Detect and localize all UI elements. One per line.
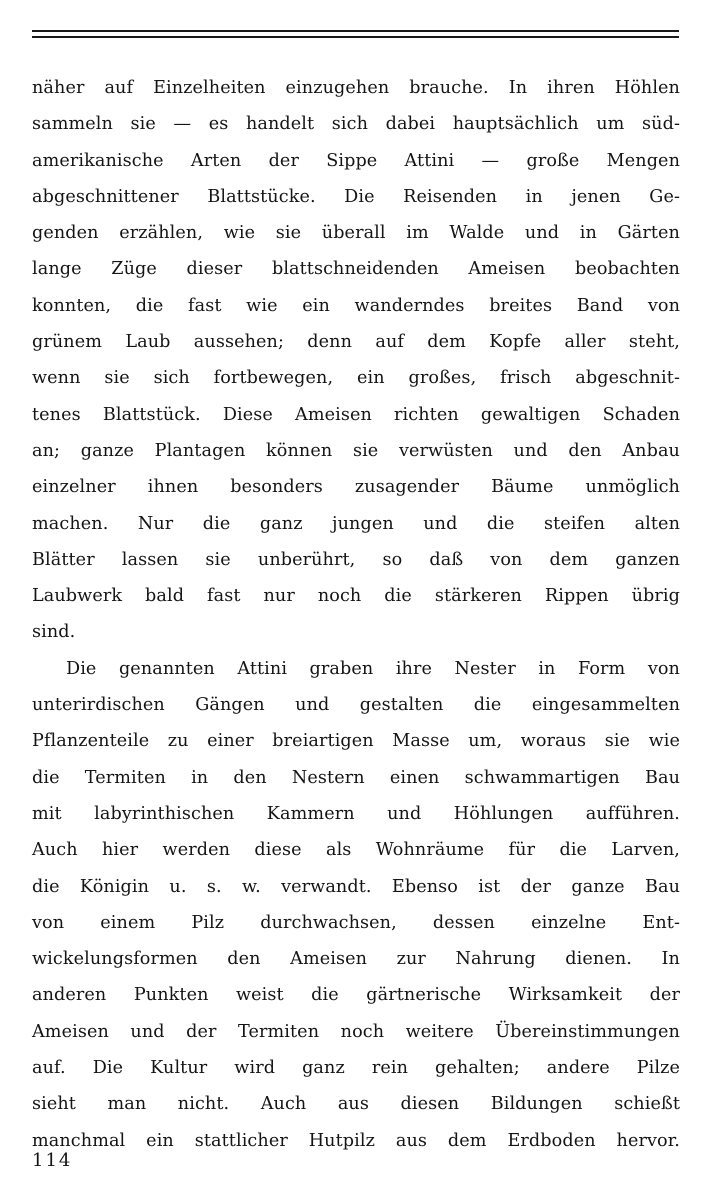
text-line: mit labyrinthischen Kammern und Höhlungen aufführen. [32,803,680,824]
text-line: amerikanische Arten der Sippe Attini — große Mengen [32,150,680,171]
text-line: die Termiten in den Nestern einen schwammartigen Bau [32,767,680,788]
text-line: tenes Blattstück. Diese Ameisen richten gewaltigen Schaden [32,404,680,425]
text-line: Blätter lassen sie unberührt, so daß von dem ganzen [32,549,680,570]
text-line: genden erzählen, wie sie überall im Walde und in Gärten [32,223,680,244]
text-line: an; ganze Plantagen können sie verwüsten und den Anbau [32,440,680,461]
header-rule-bottom [32,36,679,38]
text-line: Laubwerk bald fast nur noch die stärkeren Rippen übrig [32,586,680,607]
text-line: machen. Nur die ganz jungen und die steifen alten [32,513,680,534]
text-line: sieht man nicht. Auch aus diesen Bildungen schießt [32,1094,680,1115]
text-line: grünem Laub aussehen; denn auf dem Kopfe aller steht, [32,332,680,353]
page-number: 114 [32,1150,73,1171]
text-line: näher auf Einzelheiten einzugehen brauche. In ihren Höhlen [32,78,680,98]
text-line: unterirdischen Gängen und gestalten die eingesammelten [32,695,680,716]
text-line: sind. [32,622,76,643]
text-line: Auch hier werden diese als Wohnräume für die Larven, [32,840,680,861]
text-line: die Königin u. s. w. verwandt. Ebenso ist der ganze Bau [32,876,680,897]
text-line: manchmal ein stattlicher Hutpilz aus dem Erdboden hervor. [32,1130,680,1151]
text-line: konnten, die fast wie ein wanderndes breites Band von [32,295,680,316]
text-line: von einem Pilz durchwachsen, dessen einzelne Ent- [32,912,680,933]
text-line: Die genannten Attini graben ihre Nester in Form von [66,658,680,679]
text-line: einzelner ihnen besonders zusagender Bäume unmöglich [32,477,680,498]
text-line: wenn sie sich fortbewegen, ein großes, frisch abgeschnit- [32,368,680,389]
text-line: auf. Die Kultur wird ganz rein gehalten; andere Pilze [32,1058,680,1079]
text-line: Pflanzenteile zu einer breiartigen Masse um, woraus sie wie [32,731,680,752]
header-rule-top [32,30,679,32]
text-line: sammeln sie — es handelt sich dabei hauptsächlich um süd- [32,114,680,135]
text-line: lange Züge dieser blattschneidenden Ameisen beobachten [32,259,680,280]
body-text [32,70,680,1159]
text-line: Ameisen und der Termiten noch weitere Übereinstimmungen [32,1021,680,1042]
text-line: anderen Punkten weist die gärtnerische Wirksamkeit der [32,985,680,1006]
text-line: wickelungsformen den Ameisen zur Nahrung dienen. In [32,949,680,970]
paragraph-2 [32,651,680,1159]
text-line: abgeschnittener Blattstücke. Die Reisenden in jenen Ge- [32,186,680,207]
paragraph-1 [32,70,680,651]
